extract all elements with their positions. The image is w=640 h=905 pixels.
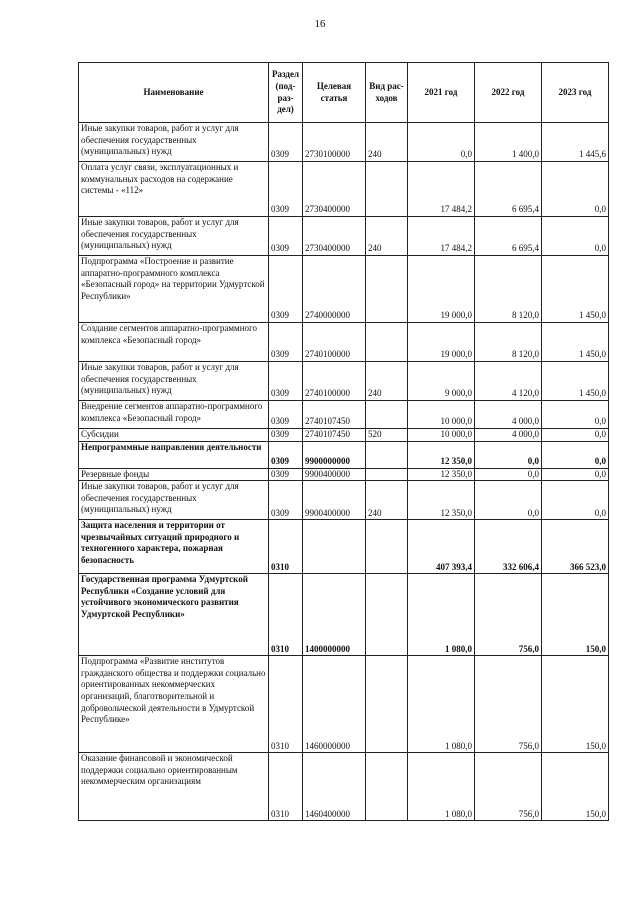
row-expense-type xyxy=(366,401,408,429)
row-expense-type xyxy=(366,574,408,656)
row-2021: 19 000,0 xyxy=(408,323,475,362)
row-target-article: 2740107450 xyxy=(303,429,366,442)
row-target-article: 9900000000 xyxy=(303,441,366,468)
table-row xyxy=(79,401,609,429)
row-section: 0309 xyxy=(269,362,303,401)
table-row xyxy=(79,574,609,656)
row-expense-type xyxy=(366,656,408,753)
row-2023: 366 523,0 xyxy=(542,520,609,574)
row-2022: 0,0 xyxy=(475,481,542,520)
row-2022: 8 120,0 xyxy=(475,256,542,323)
row-2022: 756,0 xyxy=(475,656,542,753)
row-section: 0309 xyxy=(269,323,303,362)
row-2022: 0,0 xyxy=(475,468,542,481)
budget-table xyxy=(78,62,609,821)
row-target-article: 2740107450 xyxy=(303,401,366,429)
row-section: 0309 xyxy=(269,217,303,256)
row-section: 0309 xyxy=(269,401,303,429)
row-section: 0309 xyxy=(269,468,303,481)
row-name: Иные закупки товаров, работ и услуг для обеспечения государственных (муниципальных) нужд xyxy=(79,481,269,520)
row-expense-type xyxy=(366,441,408,468)
row-2022: 332 606,4 xyxy=(475,520,542,574)
row-2023: 1 445,6 xyxy=(542,123,609,162)
table-row xyxy=(79,362,609,401)
row-2022: 6 695,4 xyxy=(475,162,542,217)
table-row xyxy=(79,468,609,481)
row-2021: 10 000,0 xyxy=(408,429,475,442)
row-target-article: 2740000000 xyxy=(303,256,366,323)
row-expense-type xyxy=(366,520,408,574)
header-2022: 2022 год xyxy=(475,63,542,123)
row-2022: 0,0 xyxy=(475,441,542,468)
row-name: Иные закупки товаров, работ и услуг для обеспечения государственных (муниципальных) нужд xyxy=(79,362,269,401)
row-2023: 0,0 xyxy=(542,481,609,520)
row-2021: 0,0 xyxy=(408,123,475,162)
header-name: Наименование xyxy=(79,63,269,123)
row-2021: 12 350,0 xyxy=(408,441,475,468)
table-row xyxy=(79,656,609,753)
row-2023: 150,0 xyxy=(542,656,609,753)
header-2021: 2021 год xyxy=(408,63,475,123)
row-section: 0310 xyxy=(269,520,303,574)
row-name: Оказание финансовой и экономической поддержки социально ориентированным некоммерческим организациям xyxy=(79,753,269,821)
row-2023: 0,0 xyxy=(542,441,609,468)
header-expense-type: Вид рас-ходов xyxy=(366,63,408,123)
row-2021: 12 350,0 xyxy=(408,481,475,520)
header-target: Целевая статья xyxy=(303,63,366,123)
row-2021: 407 393,4 xyxy=(408,520,475,574)
table-row xyxy=(79,323,609,362)
row-expense-type: 240 xyxy=(366,217,408,256)
header-row xyxy=(79,63,609,123)
row-expense-type xyxy=(366,468,408,481)
row-2022: 1 400,0 xyxy=(475,123,542,162)
row-expense-type xyxy=(366,162,408,217)
row-expense-type xyxy=(366,256,408,323)
row-2021: 19 000,0 xyxy=(408,256,475,323)
table-row xyxy=(79,753,609,821)
row-2021: 9 000,0 xyxy=(408,362,475,401)
row-2023: 0,0 xyxy=(542,217,609,256)
row-2021: 1 080,0 xyxy=(408,574,475,656)
row-2023: 150,0 xyxy=(542,574,609,656)
row-target-article: 1460400000 xyxy=(303,753,366,821)
row-2022: 4 120,0 xyxy=(475,362,542,401)
row-target-article: 2730400000 xyxy=(303,162,366,217)
row-expense-type: 240 xyxy=(366,362,408,401)
row-2021: 1 080,0 xyxy=(408,753,475,821)
table-row xyxy=(79,441,609,468)
row-2021: 17 484,2 xyxy=(408,217,475,256)
row-target-article: 2730100000 xyxy=(303,123,366,162)
row-section: 0309 xyxy=(269,429,303,442)
row-name: Резервные фонды xyxy=(79,468,269,481)
row-target-article: 2730400000 xyxy=(303,217,366,256)
row-2023: 0,0 xyxy=(542,401,609,429)
row-target-article: 2740100000 xyxy=(303,323,366,362)
row-target-article: 1460000000 xyxy=(303,656,366,753)
row-2021: 17 484,2 xyxy=(408,162,475,217)
row-2023: 0,0 xyxy=(542,468,609,481)
row-name: Иные закупки товаров, работ и услуг для обеспечения государственных (муниципальных) нужд xyxy=(79,123,269,162)
row-section: 0309 xyxy=(269,123,303,162)
table-row xyxy=(79,123,609,162)
row-2023: 1 450,0 xyxy=(542,362,609,401)
row-section: 0309 xyxy=(269,441,303,468)
row-expense-type: 240 xyxy=(366,123,408,162)
table-row xyxy=(79,162,609,217)
row-2022: 8 120,0 xyxy=(475,323,542,362)
row-target-article: 9900400000 xyxy=(303,481,366,520)
row-2023: 1 450,0 xyxy=(542,256,609,323)
row-name: Подпрограмма «Развитие институтов гражданского общества и поддержки социально ориентированных некоммерческих организаций, благотворительной и добровольческой деятельности в Удмуртской Республике» xyxy=(79,656,269,753)
row-2021: 1 080,0 xyxy=(408,656,475,753)
row-expense-type xyxy=(366,753,408,821)
row-section: 0310 xyxy=(269,656,303,753)
row-name: Оплата услуг связи, эксплуатационных и коммунальных расходов на содержание системы - «112» xyxy=(79,162,269,217)
row-2023: 0,0 xyxy=(542,429,609,442)
row-2022: 6 695,4 xyxy=(475,217,542,256)
row-2022: 4 000,0 xyxy=(475,429,542,442)
row-name: Непрограммные направления деятельности xyxy=(79,441,269,468)
row-section: 0309 xyxy=(269,256,303,323)
row-name: Государственная программа Удмуртской Республики «Создание условий для устойчивого экономического развития Удмуртской Республики» xyxy=(79,574,269,656)
table-row xyxy=(79,520,609,574)
row-2023: 0,0 xyxy=(542,162,609,217)
row-name: Внедрение сегментов аппаратно-программного комплекса «Безопасный город» xyxy=(79,401,269,429)
row-name: Создание сегментов аппаратно-программного комплекса «Безопасный город» xyxy=(79,323,269,362)
row-2022: 756,0 xyxy=(475,574,542,656)
row-target-article xyxy=(303,520,366,574)
table-row xyxy=(79,217,609,256)
row-name: Иные закупки товаров, работ и услуг для обеспечения государственных (муниципальных) нужд xyxy=(79,217,269,256)
row-2022: 4 000,0 xyxy=(475,401,542,429)
row-target-article: 9900400000 xyxy=(303,468,366,481)
row-2021: 12 350,0 xyxy=(408,468,475,481)
table-body xyxy=(79,123,609,821)
row-section: 0310 xyxy=(269,753,303,821)
header-section: Раздел (под-раз-дел) xyxy=(269,63,303,123)
row-expense-type xyxy=(366,323,408,362)
page-number: 16 xyxy=(314,18,326,30)
header-2023: 2023 год xyxy=(542,63,609,123)
row-expense-type: 520 xyxy=(366,429,408,442)
row-expense-type: 240 xyxy=(366,481,408,520)
row-2023: 1 450,0 xyxy=(542,323,609,362)
table-row xyxy=(79,429,609,442)
row-target-article: 1400000000 xyxy=(303,574,366,656)
row-section: 0309 xyxy=(269,162,303,217)
table-row xyxy=(79,256,609,323)
row-2023: 150,0 xyxy=(542,753,609,821)
row-name: Субсидии xyxy=(79,429,269,442)
table-row xyxy=(79,481,609,520)
row-2021: 10 000,0 xyxy=(408,401,475,429)
row-target-article: 2740100000 xyxy=(303,362,366,401)
row-section: 0309 xyxy=(269,481,303,520)
row-2022: 756,0 xyxy=(475,753,542,821)
row-section: 0310 xyxy=(269,574,303,656)
row-name: Защита населения и территории от чрезвычайных ситуаций природного и техногенного характера, пожарная безопасность xyxy=(79,520,269,574)
row-name: Подпрограмма «Построение и развитие аппаратно-программного комплекса «Безопасный город» на территории Удмуртской Республики» xyxy=(79,256,269,323)
